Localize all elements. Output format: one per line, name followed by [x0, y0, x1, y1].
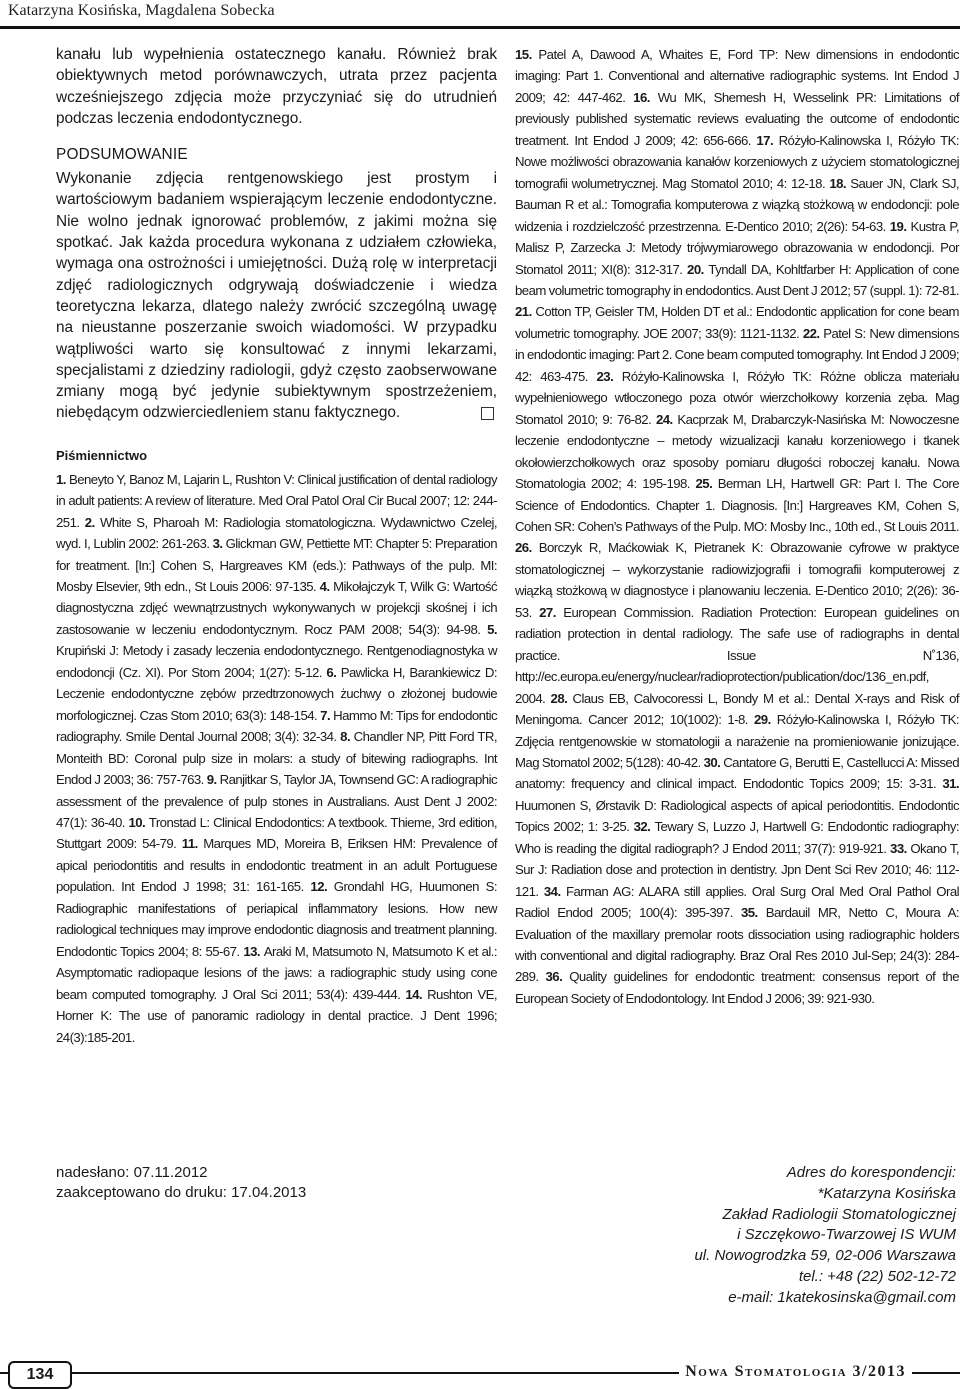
reference-number: 19. [889, 218, 911, 234]
reference-text: Kacprzak M, Drabarczyk-Nasińska M: Nowoczesne leczenie endodontyczne – metody wizualizacji kanału korzeniowego i tkanek okołowierzchołkowych oraz sposoby pomiaru długości roboczej kanału. Nowa Stomatologia 2002; 4: 195-198. [515, 411, 960, 492]
reference-number: 23. [596, 368, 622, 384]
reference-number: 21. [515, 304, 536, 320]
correspondence-dept: Zakład Radiologii Stomatologicznej [722, 1205, 956, 1223]
correspondence-dept-2: i Szczękowo-Twarzowej IS WUM [737, 1226, 956, 1244]
reference-text: Mikołajczyk T, Wilk G: Wartość diagnostyczna zdjęć wewnątrzustnych wykonywanych w projekcji skośnej i ich zastosowanie w leczeniu endodontycznym. Rocz PAM 2008; 54(3): 94-98. [56, 579, 497, 637]
reference-text: Tronstad L: Clinical Endodontics: A textbook. Thieme, 3rd edition, Stuttgart 2009: 54-79. [56, 815, 497, 852]
reference-number: 15. [515, 47, 539, 62]
reference-number: 24. [655, 411, 678, 427]
reference-number: 31. [942, 776, 959, 792]
reference-text: Tewary S, Luzzo J, Hartwell G: Endodontic radiography: Who is reading the digital radiograph? J Endod 2011; 37(7): 919-921. [515, 819, 959, 856]
reference-text: Quality guidelines for endodontic treatment: consensus report of the European Society of Endodontology. Int Endod J 2006; 39: 921-930. [515, 969, 960, 1006]
reference-number: 33. [890, 840, 911, 856]
reference-text: Berman LH, Hartwell GR: Part I. The Core Science of Endodontics. Chapter 1. Diagnosis. [In:] Hargreaves KM, Cohen S, Cohen SR: Cohen’s Pathways of the Pulp. MO: Mosby Inc., 10th ed., St Louis 2011. [515, 476, 960, 534]
left-column [56, 44, 497, 1048]
reference-text: Hammo M: Tips for endodontic radiography. Smile Dental Journal 2008; 3(4): 32-34. [56, 707, 497, 745]
page-number: 134 [8, 1361, 72, 1389]
reference-number: 5. [487, 621, 497, 637]
reference-text: Glickman GW, Pettiette MT: Chapter 5: Preparation for treatment. [In:] Cohen S, Hargreaves KM (eds.): Pathways of the pulp. MI: Mosby Elsevier, 9th edn., St Louis 2006: 97-135. [56, 536, 497, 595]
reference-number: 30. [703, 754, 724, 770]
reference-number: 34. [543, 883, 566, 899]
reference-text: Tyndall DA, Kohltfarber H: Application of cone beam volumetric tomography in endodontics. Aust Dent J 2012; 57 (suppl. 1): 72-81. [515, 261, 960, 298]
reference-number: 25. [695, 476, 718, 492]
reference-text: Borczyk R, Maćkowiak K, Pietranek K: Obrazowanie cyfrowe w praktyce stomatologicznej – wykorzystanie radiowizjografii i tomografii komputerowej z wiązką stożkową w diagnostyce i planowaniu leczenia. E-Dentico 2010; 2(26): 36-53. [515, 540, 959, 620]
reference-text: Farman AG: ALARA still applies. Oral Surg Oral Med Oral Pathol Oral Radiol Endod 2005; 100(4): 395-397. [515, 883, 960, 921]
reference-text: Cotton TP, Geisler TM, Holden DT et al.: Endodontic application for cone beam volumetric tomography. JOE 2007; 33(9): 1121-1132. [515, 304, 959, 341]
reference-number: 28. [550, 690, 573, 706]
reference-text: White S, Pharoah M: Radiologia stomatologiczna. Wydawnictwo Czelej, wyd. I, Lublin 2002: 261-263. [56, 514, 497, 552]
reference-text: Huumonen S, Ørstavik D: Radiological aspects of apical periodontitis. Endodontic Topics 2002; 1: 3-25. [515, 797, 959, 835]
reference-text: Pawlicka H, Barankiewicz D: Leczenie endodontyczne zębów przedtrzonowych żuchwy o złożonej budowie morfologicznej. Czas Stom 2010; 63(3): 148-154. [56, 664, 497, 723]
intro-paragraph: kanału lub wypełnienia ostatecznego kanału. Również brak obiektywnych metod porównawczych, utrata przez pacjenta wcześniejszego zdjęcia może przyczyniać się do utrudnień podczas leczenia endodontycznego. [56, 46, 497, 127]
reference-text: Araki M, Matsumoto N, Matsumoto K et al.: Asymptomatic radiopaque lesions of the jaws: a radiographic study using cone beam computed tomography. J Oral Sci 2011; 53(4): 439-444. [56, 943, 498, 1002]
reference-text: Patel S: New dimensions in endodontic imaging: Part 2. Cone beam computed tomography. Int Endod J 2009; 42: 463-475. [515, 325, 960, 384]
section-heading: PODSUMOWANIE [56, 146, 188, 164]
reference-text: Kustra P, Malisz P, Zarzecka J: Metody trójwymiarowego obrazowania w endodoncji. Por Stomatol 2011; XI(8): 312-317. [515, 218, 959, 277]
reference-number: 1. [56, 471, 69, 487]
reference-text: Różyło-Kalinowska I, Różyło TK: Różne oblicza materiału wypełnieniowego wtłoczonego poza otwór wierzchołkowy korzenia zęba. Mag Stomatol 2010; 9: 76-82. [515, 368, 959, 427]
header-rule [0, 26, 960, 29]
reference-number: 13. [243, 943, 264, 959]
running-header-authors: Katarzyna Kosińska, Magdalena Sobecka [8, 2, 275, 19]
reference-text: Patel A, Dawood A, Whaites E, Ford TP: New dimensions in endodontic imaging: Part 1. Conventional and alternative radiographic systems. Int Endod J 2009; 42: 447-462. [515, 47, 959, 105]
reference-item [515, 969, 959, 1005]
submission-dates [56, 1163, 306, 1203]
reference-number: 3. [212, 536, 226, 552]
journal-name: Nowa Stomatologia 3/2013 [679, 1363, 912, 1381]
received-date: nadesłano: 07.11.2012 [56, 1164, 208, 1181]
reference-number: 9. [206, 772, 220, 788]
accepted-date: zaakceptowano do druku: 17.04.2013 [56, 1184, 307, 1201]
reference-number: 20. [687, 261, 709, 277]
correspondence-label: Adres do korespondencji: [786, 1164, 956, 1181]
reference-number: 35. [740, 905, 766, 921]
reference-text: Krupiński J: Metody i zasady leczenia endodontycznego. Rentgenodiagnostyka w endodoncji (Cz. XI). Por Stom 2004; 1(27): 5-12. [56, 643, 497, 680]
reference-number: 17. [756, 132, 779, 148]
reference-text: Chandler NP, Pitt Ford TR, Monteith BD: Coronal pulp size in molars: a study of bitewing radiographs. Int Endod J 2003; 36: 757-763. [56, 729, 497, 788]
references-list-left [56, 469, 497, 1048]
reference-text: Sauer JN, Clark SJ, Bauman R et al.: Tomografia komputerowa z wiązką stożkową w endodoncji: pole widzenia i rozdzielczość przestrzenna. E-Dentico 2010; 2(26): 54-63. [515, 175, 959, 234]
reference-text: Różyło-Kalinowska I, Różyło TK: Zdjęcia rentgenowskie w stomatologii a narażenie na promieniowanie jonizujące. Mag Stomatol 2002; 5(128): 40-42. [515, 712, 959, 770]
reference-number: 32. [633, 819, 655, 835]
reference-number: 14. [405, 986, 428, 1002]
summary-text: Wykonanie zdjęcia rentgenowskiego jest prostym i wartościowym badaniem wspierającym leczenie endodontyczne. Nie wolno jednak ignorować problemów, z jakimi można się spotkać. Jak każda procedura wykonana z udziałem człowieka, wymaga ona ostrożności i umiejętności. Dużą rolę w interpretacji zdjęć radiologicznych odgrywają doświadczenie i wiedza teoretyczna lekarza, dlatego należy zwrócić szczególną uwagę na nieustanne poszerzanie swoich wiadomości. W przypadku wątpliwości warto się konsultować z innymi lekarzami, specjalistami z dziedziny radiologii, gdyż często zaobserwowane zmiany mogą być jedynie subiektywnym spostrzeżeniem, niebędącym odzwierciedleniem stanu faktycznego. [56, 170, 497, 422]
reference-number: 16. [633, 89, 658, 105]
reference-number: 8. [340, 729, 354, 745]
reference-text: Grondahl HG, Huumonen S: Radiographic manifestations of periapical inflammatory lesions. How new radiological techniques may improve endodontic diagnosis and treatment planning. Endodontic Topics 2004; 8: 55-67. [56, 879, 498, 959]
reference-number: 36. [545, 969, 570, 985]
summary-paragraph [56, 168, 497, 424]
reference-text: Rushton VE, Horner K: The use of panoramic radiology in dental practice. J Dent 1996; 24(3):185-201. [56, 986, 497, 1045]
reference-number: 11. [181, 836, 204, 852]
reference-number: 18. [829, 175, 851, 191]
reference-text: Ranjitkar S, Taylor JA, Townsend GC: A radiographic assessment of the prevalence of pulp stones in Australians. Aust Dent J 2002: 47(1): 36-40. [56, 772, 497, 830]
reference-text: Cantatore G, Berutti E, Castellucci A: Missed anatomy: frequency and clinical impact. Endodontic Topics 2009; 15: 3-31. [515, 754, 960, 792]
correspondence-phone: tel.: +48 (22) 502-12-72 [798, 1267, 956, 1285]
correspondence-email: e-mail: 1katekosinska@gmail.com [728, 1288, 956, 1306]
reference-number: 7. [320, 707, 334, 723]
reference-text: Wu MK, Shemesh H, Wesselink PR: Limitations of previously published systematic reviews evaluating the outcome of endodontic treatment. Int Endod J 2009; 42: 656-666. [515, 89, 959, 148]
reference-text: Marques MD, Moreira B, Eriksen HM: Prevalence of apical periodontitis and results in endodontic treatment in an adult Portuguese population. Int Endod J 1998; 31: 161-165. [56, 836, 497, 895]
reference-number: 22. [802, 325, 824, 341]
reference-text: Beneyto Y, Banoz M, Lajarin L, Rushton V: Clinical justification of dental radiology in adult patients: A review of literature. Med Oral Patol Oral Cir Bucal 2007; 12: 244-251. [56, 471, 497, 530]
correspondence-address [694, 1163, 956, 1309]
correspondence-street: ul. Nowogrodzka 59, 02-006 Warszawa [694, 1247, 956, 1265]
reference-number: 2. [84, 514, 101, 530]
reference-text: Różyło-Kalinowska I, Różyło TK: Nowe możliwości obrazowania kanałów korzeniowych z użyciem stomatologicznej tomografii wolumetrycznej. Mag Stomatol 2010; 4: 12-18. [515, 132, 959, 191]
right-column [515, 44, 959, 1009]
reference-number: 4. [319, 579, 334, 595]
reference-number: 27. [539, 604, 564, 620]
end-of-article-mark [481, 407, 494, 420]
reference-number: 12. [310, 879, 334, 895]
reference-text: European Commission. Radiation Protection: European guidelines on radiation protection in dental radiology. The safe use of radiographs in dental practice. Issue N˚136, http://ec.europa.eu/energy/nuclear/radioprotection/publication/doc/136_en.pdf, 2004. [515, 604, 959, 706]
reference-number: 10. [128, 815, 149, 830]
reference-text: Bardauil MR, Netto C, Moura A: Evaluation of the maxillary premolar roots dissociation using radiographic holders with conventional and digital radiography. Braz Oral Res 2010 Jul-Sep; 24(3): 284-289. [515, 905, 959, 985]
reference-text: Okano T, Sur J: Radiation dose and protection in dentistry. Jpn Dent Sci Rev 2010; 46: 112-121. [515, 840, 959, 899]
correspondence-name: *Katarzyna Kosińska [817, 1184, 956, 1202]
reference-number: 6. [326, 664, 341, 680]
references-heading: Piśmiennictwo [56, 447, 148, 463]
references-list-right [515, 44, 959, 1009]
reference-number: 29. [754, 712, 777, 728]
reference-number: 26. [515, 540, 539, 556]
reference-text: Claus EB, Calvocoressi L, Bondy M et al.: Dental X-rays and Risk of Meningoma. Cancer 2012; 10(1002): 1-8. [515, 690, 959, 728]
